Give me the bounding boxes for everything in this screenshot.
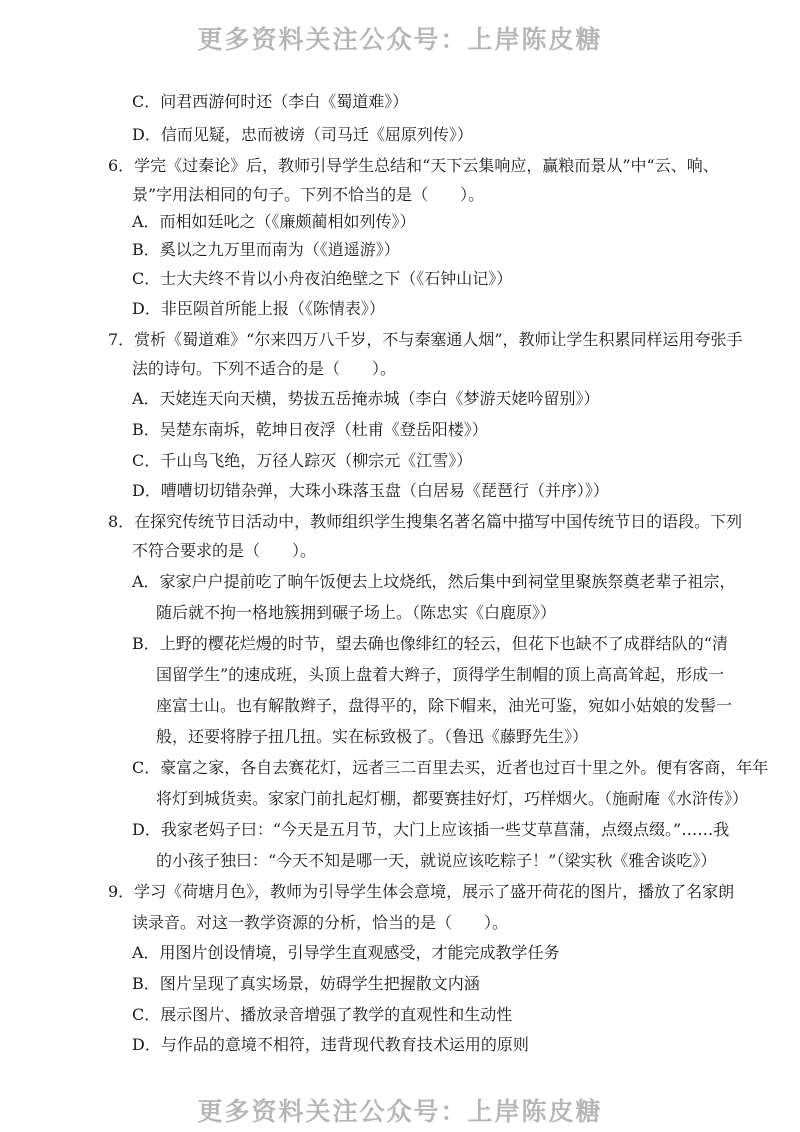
q8-option-d-line1: D．我家老妈子曰：“今天是五月节，大门上应该插一些艾草菖蒲，点缀点缀。”……我 [132, 820, 730, 839]
q7-option-d: D．嘈嘈切切错杂弹，大珠小珠落玉盘（白居易《琵琶行（并序）》） [132, 481, 609, 500]
q5-option-c: C．问君西游何时还（李白《蜀道难》） [132, 92, 409, 111]
watermark-bottom: 更多资料关注公众号：上岸陈皮糖 [197, 1097, 603, 1126]
q8-option-c-line1: C．豪富之家，各自去赛花灯，远者三二百里去买，近者也过百十里之外。便有客商，年年 [132, 758, 769, 777]
q6-stem-line2: 景”字用法相同的句子。下列不恰当的是（ ）。 [132, 185, 485, 204]
q8-stem-line1: 8．在探究传统节日活动中，教师组织学生搜集名著名篇中描写中国传统节日的语段。下列 [108, 512, 743, 531]
q8-option-a-line1: A．家家户户提前吃了晌午饭便去上坟烧纸，然后集中到祠堂里聚族祭奠老辈子祖宗， [132, 572, 736, 591]
q9-option-a: A．用图片创设情境，引导学生直观感受，才能完成教学任务 [132, 943, 560, 962]
q7-option-a: A．天姥连天向天横，势拔五岳掩赤城（李白《梦游天姥吟留别》） [132, 389, 600, 408]
q7-option-b: B．吴楚东南坼，乾坤日夜浮（杜甫《登岳阳楼》） [132, 420, 488, 439]
q7-stem-line1: 7．赏析《蜀道难》“尔来四万八千岁，不与秦塞通人烟”，教师让学生积累同样运用夸张手 [108, 330, 743, 349]
q8-option-b-line3: 座富士山。也有解散辫子，盘得平的，除下帽来，油光可鉴，宛如小姑娘的发髻一 [156, 696, 733, 715]
q9-option-c: C．展示图片、播放录音增强了教学的直观性和生动性 [132, 1005, 513, 1024]
q7-stem-line2: 法的诗句。下列不适合的是（ ）。 [132, 359, 397, 378]
q9-option-b: B．图片呈现了真实场景，妨碍学生把握散文内涵 [132, 974, 480, 993]
q8-option-b-line4: 般，还要将脖子扭几扭。实在标致极了。（鲁迅《藤野先生》） [156, 727, 589, 746]
q9-stem-line2: 读录音。对这一教学资源的分析，恰当的是（ ）。 [132, 913, 509, 932]
q8-option-a-line2: 随后就不拘一格地簇拥到碾子场上。（陈忠实《白鹿原》） [156, 603, 557, 622]
q6-option-d: D．非臣陨首所能上报（《陈情表》） [132, 299, 385, 318]
q6-option-c: C．士大夫终不肯以小舟夜泊绝壁之下（《石钟山记》） [132, 269, 513, 288]
q9-option-d: D．与作品的意境不相符，违背现代教育技术运用的原则 [132, 1035, 529, 1054]
q9-stem-line1: 9．学习《荷塘月色》，教师为引导学生体会意境，展示了盛开荷花的图片，播放了名家朗 [108, 882, 735, 901]
watermark-top: 更多资料关注公众号：上岸陈皮糖 [197, 25, 603, 54]
q8-option-b-line2: 国留学生”的速成班，头顶上盘着大辫子，顶得学生制帽的顶上高高耸起，形成一 [156, 665, 725, 684]
q6-option-a: A．而相如廷叱之（《廉颇蔺相如列传》） [132, 212, 416, 231]
q6-option-b: B．奚以之九万里而南为（《逍遥游》） [132, 240, 400, 259]
q7-option-c: C．千山鸟飞绝，万径人踪灭（柳宗元《江雪》） [132, 451, 473, 470]
q8-option-b-line1: B．上野的樱花烂熳的时节，望去确也像绯红的轻云，但花下也缺不了成群结队的“清 [132, 634, 728, 653]
q8-stem-line2: 不符合要求的是（ ）。 [132, 541, 317, 560]
q8-option-d-line2: 的小孩子独曰：“今天不知是哪一天，就说应该吃粽子！”（梁实秋《雅舍谈吃》） [156, 851, 717, 870]
q8-option-c-line2: 将灯到城货卖。家家门前扎起灯棚，都要赛挂好灯，巧样烟火。（施耐庵《水浒传》） [156, 789, 749, 808]
q5-option-d: D．信而见疑，忠而被谤（司马迁《屈原列传》） [132, 125, 473, 144]
q6-stem-line1: 6．学完《过秦论》后，教师引导学生总结和“天下云集响应，赢粮而景从”中“云、响、 [108, 156, 719, 175]
